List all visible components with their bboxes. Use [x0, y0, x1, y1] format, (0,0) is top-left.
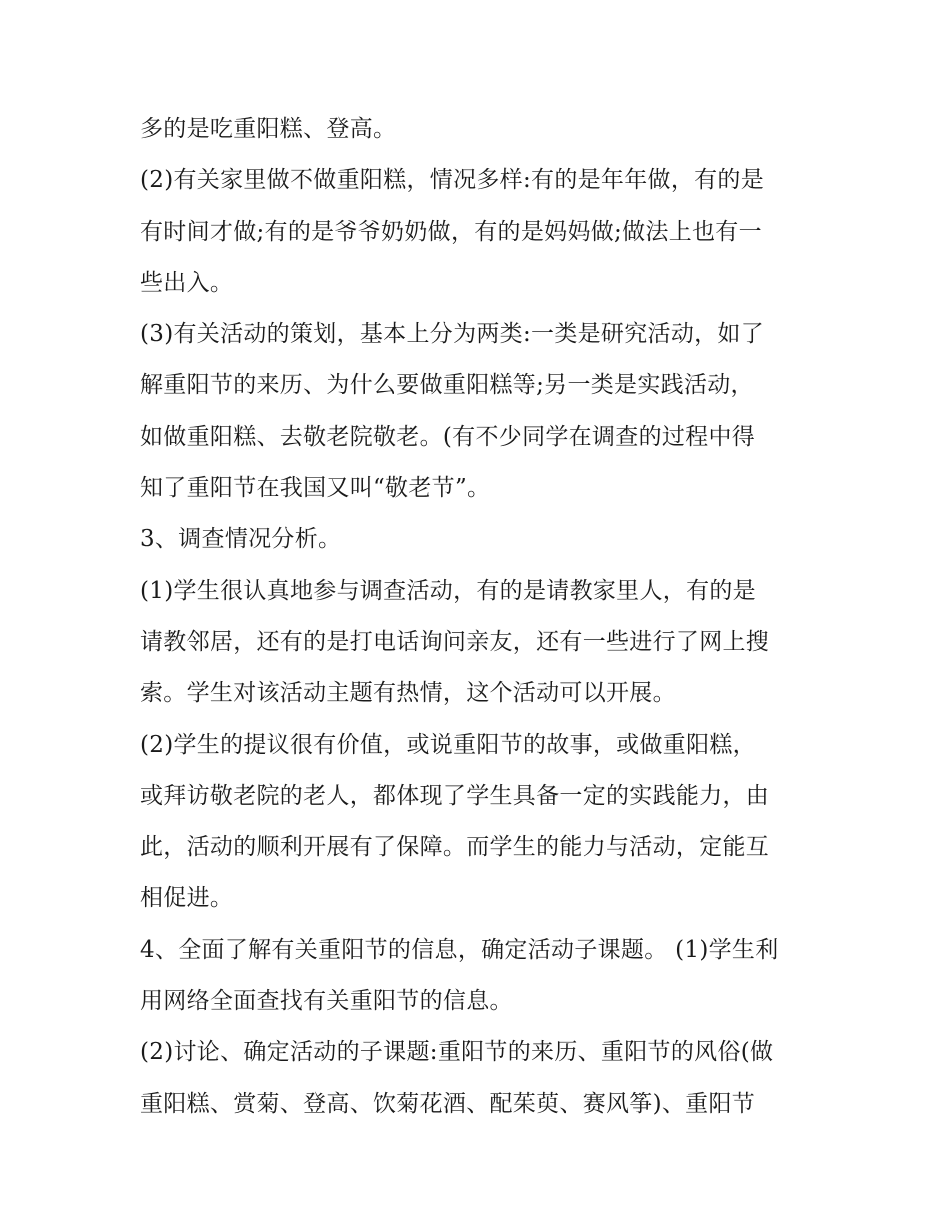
text-line: 有时间才做;有的是爷爷奶奶做，有的是妈妈做;做法上也有一: [140, 218, 762, 245]
document-body: [140, 104, 812, 1130]
text-line: 些出入。: [140, 269, 234, 296]
text-line: 请教邻居，还有的是打电话询问亲友，还有一些进行了网上搜: [140, 628, 770, 655]
text-line: 多的是吃重阳糕、登高。: [140, 116, 397, 142]
text-line: 知了重阳节在我国又叫“敬老节”。: [140, 475, 491, 502]
text-line: 用网络全面查找有关重阳节的信息。: [140, 988, 513, 1015]
text-line: 此，活动的顺利开展有了保障。而学生的能力与活动，定能互: [140, 834, 770, 861]
text-line: 索。学生对该活动主题有热情，这个活动可以开展。: [140, 680, 676, 707]
text-line: 重阳糕、赏菊、登高、饮菊花酒、配茱萸、赛风筝)、重阳节: [140, 1090, 756, 1117]
text-line: 如做重阳糕、去敬老院敬老。(有不少同学在调查的过程中得: [140, 423, 756, 450]
text-line: (2)讨论、确定活动的子课题:重阳节的来历、重阳节的风俗(做: [140, 1039, 774, 1066]
section-heading: 3、调查情况分析。: [140, 526, 342, 553]
text-line: (2)有关家里做不做重阳糕，情况多样:有的是年年做，有的是: [140, 167, 765, 194]
text-line: 相促进。: [140, 885, 234, 912]
text-line: (1)学生很认真地参与调查活动，有的是请教家里人，有的是: [140, 577, 756, 604]
text-line: 解重阳节的来历、为什么要做重阳糕等;另一类是实践活动，: [140, 372, 754, 399]
text-line: (3)有关活动的策划，基本上分为两类:一类是研究活动，如了: [140, 321, 765, 348]
text-line: 或拜访敬老院的老人，都体现了学生具备一定的实践能力，由: [140, 782, 770, 809]
section-heading: 4、全面了解有关重阳节的信息，确定活动子课题。 (1)学生利: [140, 936, 779, 963]
text-line: (2)学生的提议很有价值，或说重阳节的故事，或做重阳糕，: [140, 731, 756, 758]
